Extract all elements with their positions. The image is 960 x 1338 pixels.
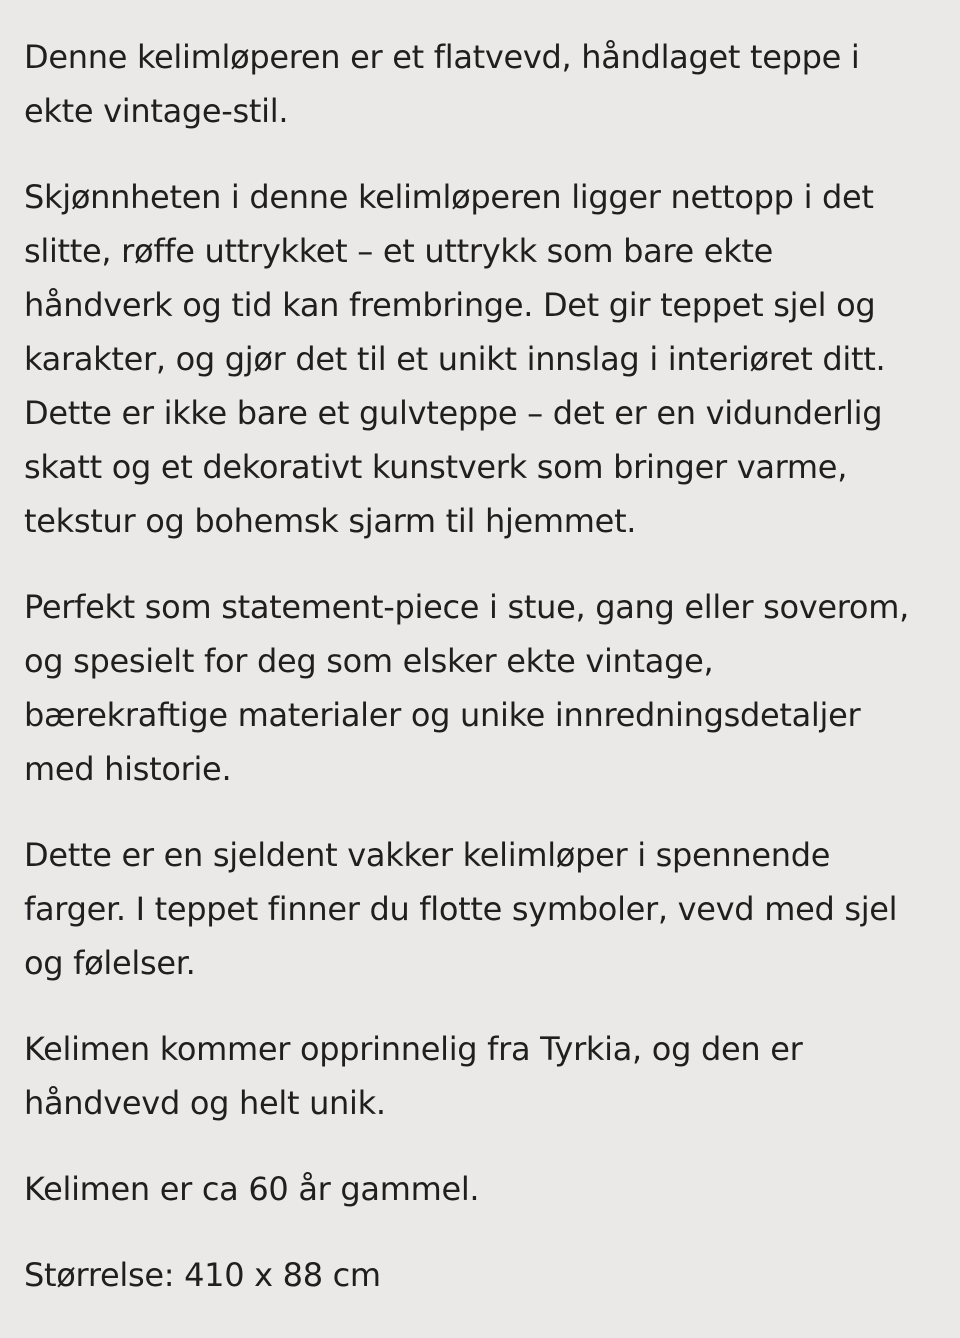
text-line: håndverk og tid kan frembringe. Det gir teppet sjel og bbox=[24, 286, 876, 324]
text-line: håndvevd og helt unik. bbox=[24, 1084, 386, 1122]
paragraph-intro bbox=[24, 30, 960, 138]
text-line: skatt og et dekorativt kunstverk som bringer varme, bbox=[24, 448, 848, 486]
text-line: ekte vintage-stil. bbox=[24, 92, 289, 130]
text-line: Størrelse: 410 x 88 cm bbox=[24, 1256, 381, 1294]
text-line: Kelimen er ca 60 år gammel. bbox=[24, 1170, 480, 1208]
text-line: Perfekt som statement-piece i stue, gang eller soverom, bbox=[24, 588, 909, 626]
text-line: Skjønnheten i denne kelimløperen ligger nettopp i det bbox=[24, 178, 874, 216]
paragraph-usage bbox=[24, 580, 960, 796]
text-line: Dette er ikke bare et gulvteppe – det er en vidunderlig bbox=[24, 394, 883, 432]
paragraph-size bbox=[24, 1248, 960, 1302]
text-line: slitte, røffe uttrykket – et uttrykk som bare ekte bbox=[24, 232, 774, 270]
paragraph-rarity bbox=[24, 828, 960, 990]
paragraph-origin bbox=[24, 1022, 960, 1130]
text-line: og følelser. bbox=[24, 944, 196, 982]
text-line: og spesielt for deg som elsker ekte vintage, bbox=[24, 642, 714, 680]
text-line: karakter, og gjør det til et unikt innslag i interiøret ditt. bbox=[24, 340, 886, 378]
text-line: Dette er en sjeldent vakker kelimløper i spennende bbox=[24, 836, 831, 874]
text-line: Denne kelimløperen er et flatvevd, håndlaget teppe i bbox=[24, 38, 860, 76]
paragraph-age bbox=[24, 1162, 960, 1216]
text-line: Kelimen kommer opprinnelig fra Tyrkia, og den er bbox=[24, 1030, 803, 1068]
text-line: tekstur og bohemsk sjarm til hjemmet. bbox=[24, 502, 637, 540]
text-line: bærekraftige materialer og unike innredningsdetaljer bbox=[24, 696, 861, 734]
text-line: med historie. bbox=[24, 750, 232, 788]
paragraph-beauty bbox=[24, 170, 960, 548]
text-line: farger. I teppet finner du flotte symboler, vevd med sjel bbox=[24, 890, 898, 928]
